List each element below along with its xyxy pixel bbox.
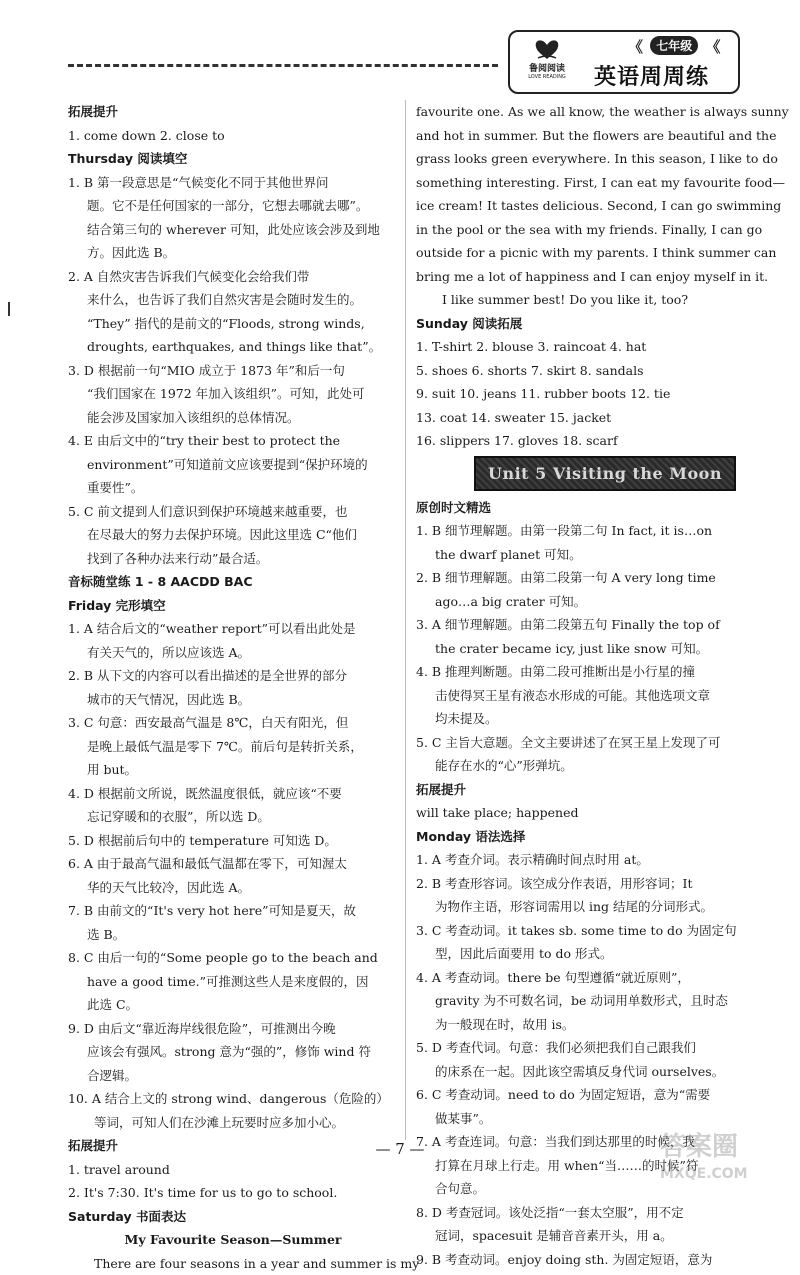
left-answer-line: 9. D 由后文“靠近海岸线很危险”，可推测出今晚 [68, 1017, 398, 1041]
left-answer-column [68, 100, 398, 1275]
magazine-title: 英语周周练 [594, 60, 709, 91]
right-answer-line: 1. A 考查介词。表示精确时间点时用 at。 [416, 848, 746, 872]
right-answer-line: in the pool or the sea with my friends. Finally, I can go [416, 218, 746, 242]
left-answer-line: 10. A 结合上文的 strong wind、dangerous（危险的） [68, 1087, 398, 1111]
right-answer-line: 2. B 细节理解题。由第二段第一句 A very long time [416, 566, 746, 590]
right-answer-line: 能存在水的“心”形弹坑。 [416, 754, 746, 778]
left-answer-line: droughts, earthquakes, and things like that”。 [68, 335, 398, 359]
section-heading: 拓展提升 [68, 100, 398, 124]
left-answer-line: 找到了各种办法来行动”最合适。 [68, 547, 398, 571]
page-number: — 7 — [0, 1140, 800, 1158]
section-heading: 拓展提升 [68, 1134, 398, 1158]
column-divider [405, 100, 406, 1140]
left-answer-line: 华的天气比较冷，因此选 A。 [68, 876, 398, 900]
right-answer-line: bring me a lot of happiness and I can enjoy myself in it. [416, 265, 746, 289]
left-answer-line: 结合第三句的 wherever 可知，此处应该会涉及到地 [68, 218, 398, 242]
right-column-upper [416, 100, 746, 453]
left-answer-line: 能会涉及国家加入该组织的总体情况。 [68, 406, 398, 430]
right-answer-line: favourite one. As we all know, the weather is always sunny [416, 100, 746, 124]
right-answer-line: 均未提及。 [416, 707, 746, 731]
right-answer-line: 为物作主语，形容词需用以 ing 结尾的分词形式。 [416, 895, 746, 919]
right-answer-line: something interesting. First, I can eat my favourite food— [416, 171, 746, 195]
left-answer-line: 重要性”。 [68, 476, 398, 500]
right-answer-line: 13. coat 14. sweater 15. jacket [416, 406, 746, 430]
right-answer-line: the dwarf planet 可知。 [416, 543, 746, 567]
right-answer-line: 做某事”。 [416, 1107, 746, 1131]
double-chevron-left-icon: 《 [628, 38, 643, 56]
right-answer-line: 5. D 考查代词。句意：我们必须把我们自己跟我们 [416, 1036, 746, 1060]
left-answer-line: 1. travel around [68, 1158, 398, 1182]
left-answer-line: 7. B 由前文的“It's very hot here”可知是夏天，故 [68, 899, 398, 923]
section-heading: Monday 语法选择 [416, 825, 746, 849]
magazine-header-badge [508, 30, 740, 94]
right-answer-line: ago…a big crater 可知。 [416, 590, 746, 614]
right-answer-line: 8. D 考查冠词。该处泛指“一套太空服”，用不定 [416, 1201, 746, 1225]
left-answer-line: 此选 C。 [68, 993, 398, 1017]
section-heading: 原创时文精选 [416, 496, 746, 520]
section-heading: 拓展提升 [416, 778, 746, 802]
left-answer-line: 5. C 前文提到人们意识到保护环境越来越重要，也 [68, 500, 398, 524]
watermark [660, 1130, 790, 1195]
left-answer-line: 用 but。 [68, 758, 398, 782]
left-answer-line: 1. come down 2. close to [68, 124, 398, 148]
right-answer-line: 1. T-shirt 2. blouse 3. raincoat 4. hat [416, 335, 746, 359]
right-answer-line: 型，因此后面要用 to do 形式。 [416, 942, 746, 966]
margin-mark [8, 302, 10, 316]
right-answer-line: 9. B 考查动词。enjoy doing sth. 为固定短语，意为 [416, 1248, 746, 1272]
section-heading: Friday 完形填空 [68, 594, 398, 618]
unit-banner [474, 456, 736, 491]
right-answer-line: 4. A 考查动词。there be 句型遵循“就近原则”， [416, 966, 746, 990]
right-answer-line: and hot in summer. But the flowers are beautiful and the [416, 124, 746, 148]
section-heading: Saturday 书面表达 [68, 1205, 398, 1229]
left-answer-line: “They” 指代的是前文的“Floods, strong winds, [68, 312, 398, 336]
double-chevron-right-icon: 《 [706, 38, 721, 56]
unit-title: Unit 5 Visiting the Moon [474, 456, 736, 491]
right-answer-line: 击使得冥王星有液态水形成的可能。其他选项文章 [416, 684, 746, 708]
left-answer-line: 1. B 第一段意思是“气候变化不同于其他世界问 [68, 171, 398, 195]
right-answer-line: 冠词，spacesuit 是辅音音素开头，用 a。 [416, 1224, 746, 1248]
left-answer-line: 6. A 由于最高气温和最低气温都在零下，可知渥太 [68, 852, 398, 876]
left-answer-line: 3. D 根据前一句“MIO 成立于 1873 年”和后一句 [68, 359, 398, 383]
left-answer-line: 有关天气的，所以应该选 A。 [68, 641, 398, 665]
grade-badge: 七年级 [650, 36, 698, 55]
logo-chinese-text: 鲁阅阅读 [520, 64, 574, 74]
section-heading: Thursday 阅读填空 [68, 147, 398, 171]
section-heading: Sunday 阅读拓展 [416, 312, 746, 336]
left-answer-line: 应该会有强风。strong 意为“强的”，修饰 wind 符 [68, 1040, 398, 1064]
right-answer-line: gravity 为不可数名词，be 动词用单数形式，且时态 [416, 989, 746, 1013]
right-answer-line: 16. slippers 17. gloves 18. scarf [416, 429, 746, 453]
right-answer-line: will take place; happened [416, 801, 746, 825]
left-answer-line: 4. E 由后文中的“try their best to protect the [68, 429, 398, 453]
left-answer-line: 1. A 结合后文的“weather report”可以看出此处是 [68, 617, 398, 641]
right-answer-line: I like summer best! Do you like it, too? [416, 288, 746, 312]
logo-english-text: LOVE READING [520, 74, 574, 80]
left-answer-line: 8. C 由后一句的“Some people go to the beach and [68, 946, 398, 970]
right-answer-line: 6. C 考查动词。need to do 为固定短语，意为“需要 [416, 1083, 746, 1107]
left-answer-line: 忘记穿暖和的衣服”，所以选 D。 [68, 805, 398, 829]
watermark-url: MXQE.COM [660, 1164, 790, 1184]
left-answer-line: 2. B 从下文的内容可以看出描述的是全世界的部分 [68, 664, 398, 688]
left-answer-line: 城市的天气情况，因此选 B。 [68, 688, 398, 712]
left-answer-line: 2. It's 7:30. It's time for us to go to school. [68, 1181, 398, 1205]
essay-title: My Favourite Season—Summer [68, 1228, 398, 1252]
right-answer-line: the crater became icy, just like snow 可知。 [416, 637, 746, 661]
left-answer-line: 2. A 自然灾害告诉我们气候变化会给我们带 [68, 265, 398, 289]
right-answer-line: 3. C 考查动词。it takes sb. some time to do 为固定句 [416, 919, 746, 943]
section-heading: 音标随堂练 1 - 8 AACDD BAC [68, 570, 398, 594]
left-answer-line: 选 B。 [68, 923, 398, 947]
right-answer-line: 5. shoes 6. shorts 7. skirt 8. sandals [416, 359, 746, 383]
right-answer-line: 1. B 细节理解题。由第一段第二句 In fact, it is…on [416, 519, 746, 543]
left-answer-line: environment”可知道前文应该要提到“保护环境的 [68, 453, 398, 477]
left-answer-line: 3. C 句意：西安最高气温是 8℃，白天有阳光，但 [68, 711, 398, 735]
left-answer-line: 来什么，也告诉了我们自然灾害是会随时发生的。 [68, 288, 398, 312]
left-answer-line: 在尽最大的努力去保护环境。因此这里选 C“他们 [68, 523, 398, 547]
left-answer-line: 等词，可知人们在沙滩上玩要时应多加小心。 [68, 1111, 398, 1135]
book-heart-icon [532, 36, 562, 64]
right-answer-line: 4. B 推理判断题。由第二段可推断出是小行星的撞 [416, 660, 746, 684]
right-answer-line: 9. suit 10. jeans 11. rubber boots 12. tie [416, 382, 746, 406]
watermark-chinese: 答案圈 [660, 1130, 790, 1164]
left-answer-line: 5. D 根据前后句中的 temperature 可知选 D。 [68, 829, 398, 853]
grade-row [628, 36, 721, 57]
right-answer-line: 5. C 主旨大意题。全文主要讲述了在冥王星上发现了可 [416, 731, 746, 755]
right-answer-line: 2. B 考查形容词。该空成分作表语，用形容词；It [416, 872, 746, 896]
left-answer-line: 题。它不是任何国家的一部分，它想去哪就去哪”。 [68, 194, 398, 218]
header-dashed-rule [68, 64, 498, 67]
right-answer-line: 为一般现在时，故用 is。 [416, 1013, 746, 1037]
right-answer-line: outside for a picnic with my parents. I think summer can [416, 241, 746, 265]
right-answer-line: 打算在月球上行走。用 when“当……的时候”符 [416, 1154, 746, 1178]
right-answer-line: 3. A 细节理解题。由第二段第五句 Finally the top of [416, 613, 746, 637]
left-answer-line: 方。因此选 B。 [68, 241, 398, 265]
right-answer-line: 的床系在一起。因此该空需填反身代词 ourselves。 [416, 1060, 746, 1084]
left-answer-line: 合逻辑。 [68, 1064, 398, 1088]
right-answer-line: ice cream! It tastes delicious. Second, I can go swimming [416, 194, 746, 218]
left-answer-line: have a good time.”可推测这些人是来度假的，因 [68, 970, 398, 994]
right-answer-line: 合句意。 [416, 1177, 746, 1201]
left-answer-line: “我们国家在 1972 年加入该组织”。可知，此处可 [68, 382, 398, 406]
left-answer-line: 4. D 根据前文所说，既然温度很低，就应该“不要 [68, 782, 398, 806]
right-answer-line: grass looks green everywhere. In this season, I like to do [416, 147, 746, 171]
right-answer-column [416, 100, 746, 1271]
left-answer-line: There are four seasons in a year and summer is my [68, 1252, 398, 1275]
right-answer-line: 7. A 考查连词。句意：当我们到达那里的时候，我 [416, 1130, 746, 1154]
left-answer-line: 是晚上最低气温是零下 7℃。前后句是转折关系， [68, 735, 398, 759]
logo [520, 36, 574, 88]
